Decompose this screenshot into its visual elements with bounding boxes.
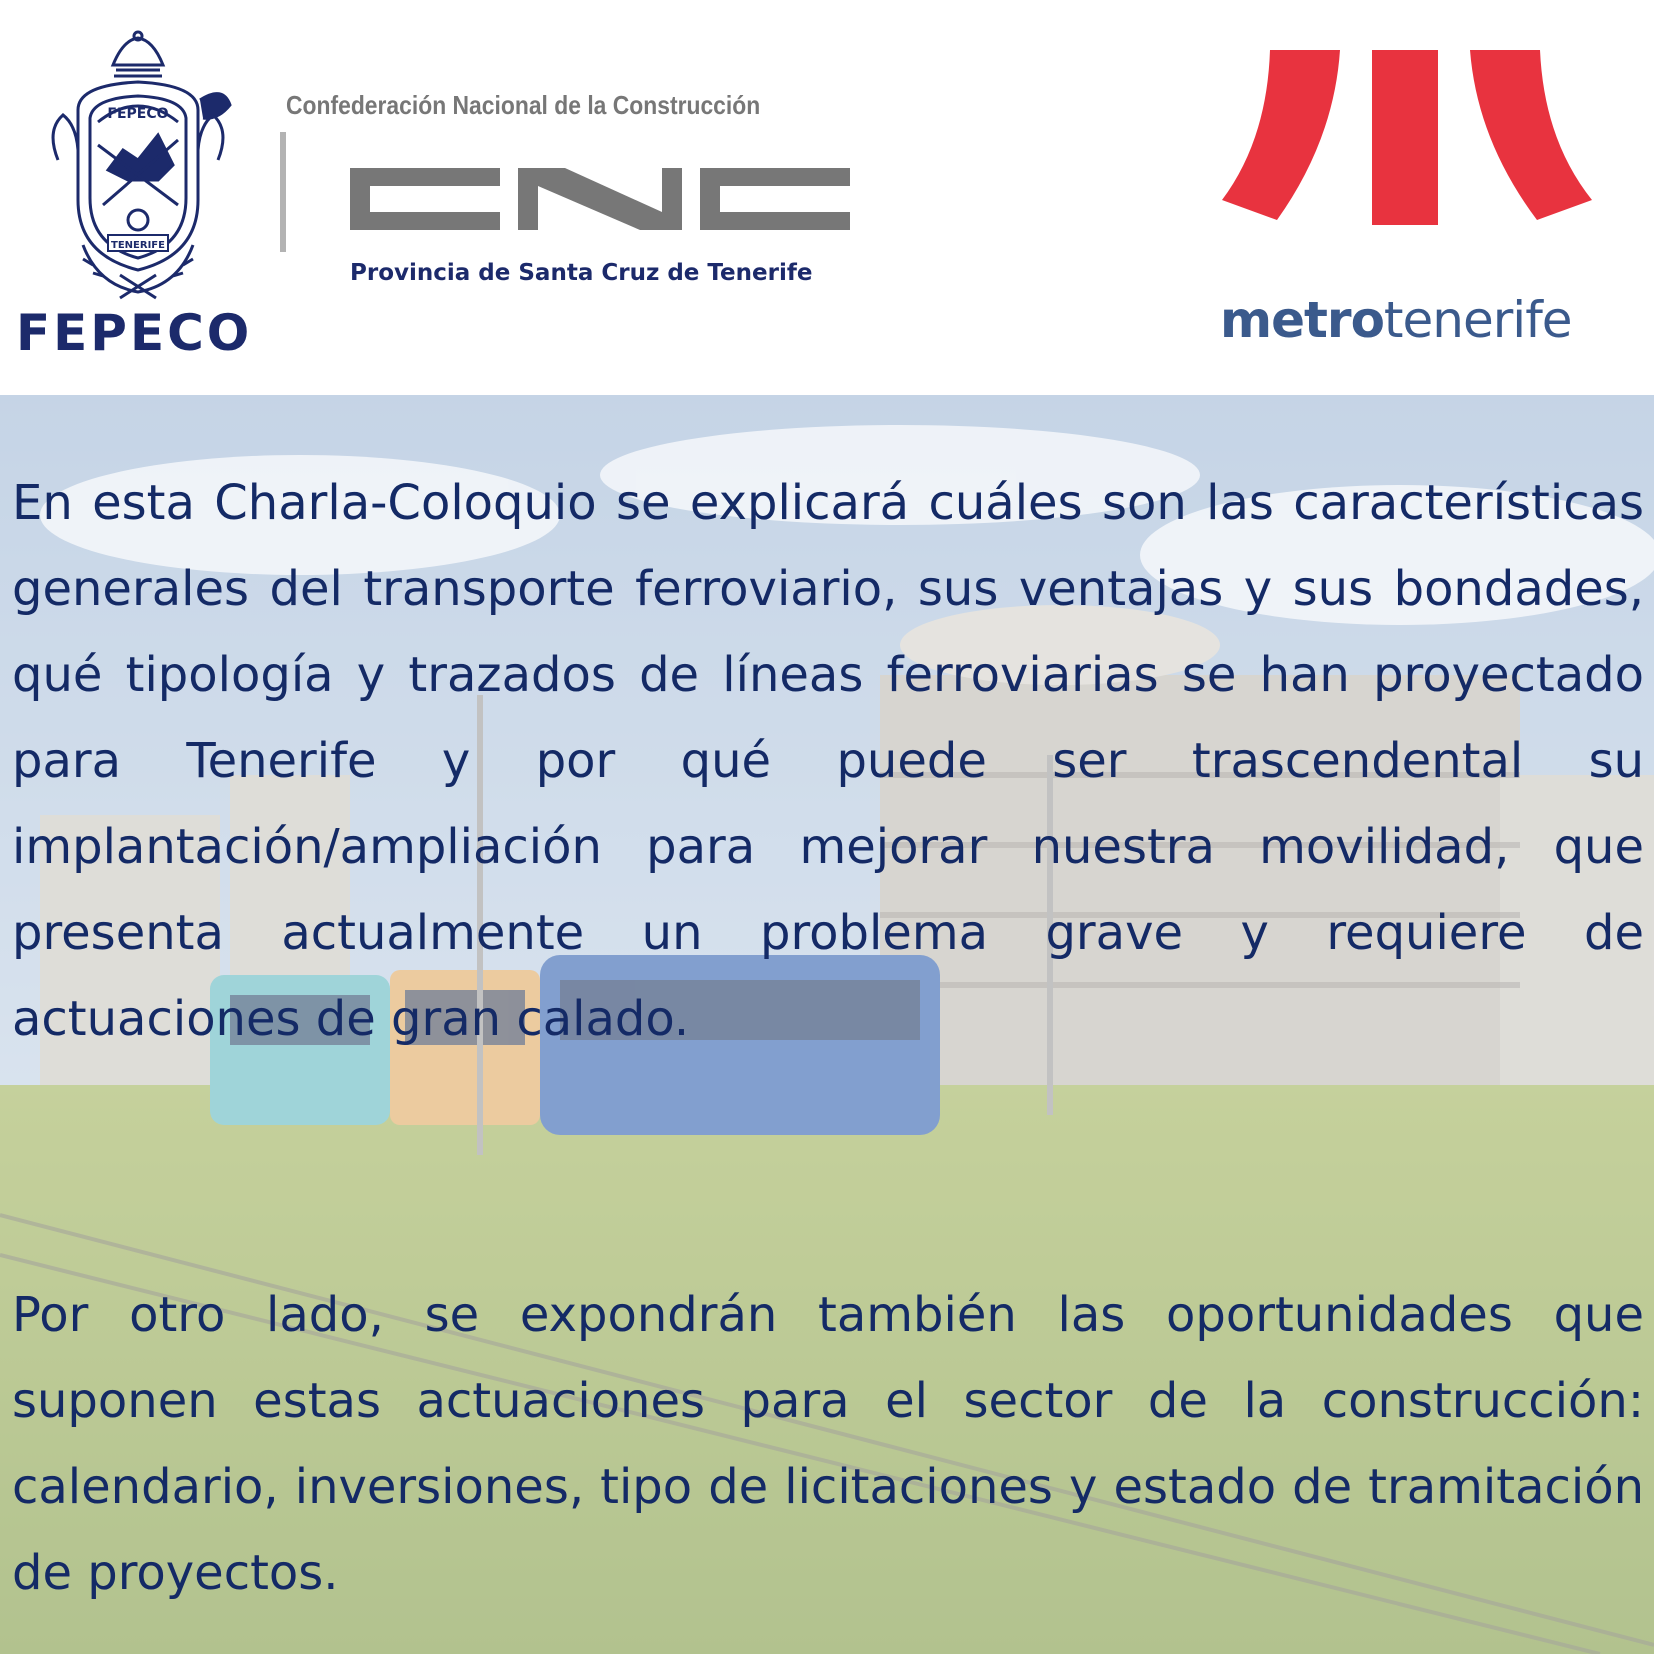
cnc-title: Confederación Nacional de la Construcción	[286, 90, 761, 120]
cnc-divider	[280, 132, 286, 252]
metrotenerife-mark-icon	[1222, 50, 1592, 280]
cnc-logo	[280, 80, 860, 300]
fepeco-wordmark: FEPECO	[16, 304, 253, 362]
cnc-logo-icon	[350, 168, 850, 230]
fepeco-crest-icon	[38, 30, 238, 305]
header-logos	[0, 0, 1654, 395]
description-paragraph-1: En esta Charla-Coloquio se explicará cuáles son las características generales del transporte ferroviario, sus ventajas y sus bondades, qué tipología y trazados de líneas ferroviarias se han proyectado para Tenerife y por qué puede ser trascendental su implantación/ampliación para mejorar nuestra movilidad, que presenta actualmente un problema grave y requiere de actuaciones de gran calado.	[12, 475, 1644, 1047]
fepeco-ribbon-text: FEPECO	[107, 106, 169, 122]
tenerife-word: tenerife	[1383, 291, 1572, 349]
cnc-province: Provincia de Santa Cruz de Tenerife	[350, 260, 813, 286]
metrotenerife-wordmark	[1220, 291, 1630, 349]
metro-word-bold: metro	[1220, 291, 1384, 349]
description-paragraph-2: Por otro lado, se expondrán también las oportunidades que suponen estas actuaciones para el sector de la construcción: calendario, inversiones, tipo de licitaciones y estado de tramitación de proyectos.	[12, 1287, 1644, 1601]
fepeco-scroll-text: TENERIFE	[111, 240, 165, 251]
